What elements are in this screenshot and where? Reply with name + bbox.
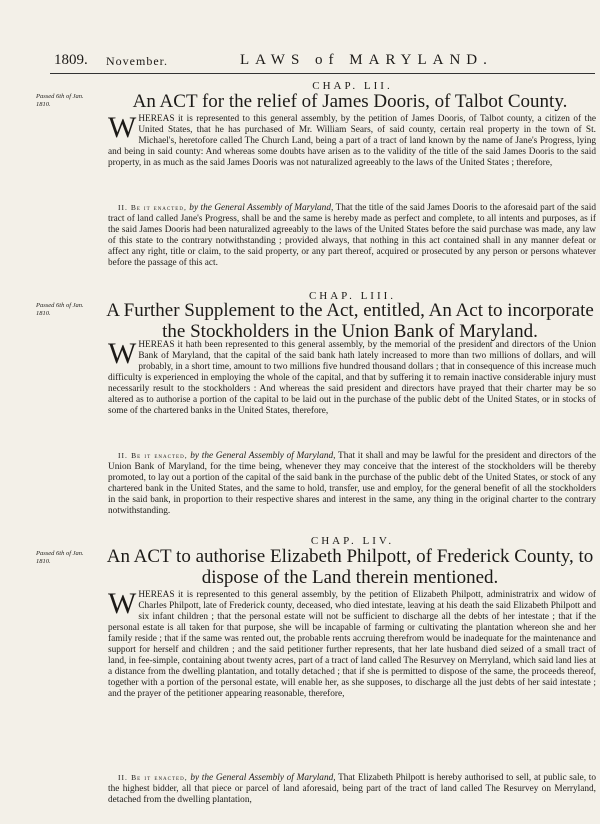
enacting-clause: II. Be it enacted, bbox=[118, 773, 188, 782]
chapter-53-section-2 bbox=[108, 450, 596, 517]
chapter-54-section-2-text: That Elizabeth Philpott is hereby authorised to sell, at public sale, to the highest bidder, all that piece or parcel of land aforesaid, being part of the tract of land called The Resurvey on Merryland, detached from the dwelling plantation, bbox=[108, 773, 596, 805]
chapter-54-section-2 bbox=[108, 772, 596, 806]
page-header bbox=[50, 52, 580, 72]
chapter-52-preamble bbox=[108, 111, 596, 169]
header-rule bbox=[50, 73, 595, 74]
chapter-53-preamble bbox=[108, 337, 596, 417]
chapter-53-section-2-text: That it shall and may be lawful for the president and directors of the Union Bank of Maryland, for the time being, whenever they may conceive that the interest of the stockholders will be thereby promoted, to lay out a portion of the capital of the said bank in the purchase of the public debt of the United States, or stock of any chartered bank in the United States, and the same to hold, transfer, use and employ, for the general benefit of all the stockholders in the said bank, in proportion to their respective shares and interest in the same, any thing in the original charter to the contrary notwithstanding. bbox=[108, 451, 597, 516]
chapter-53-margin-note: Passed 6th of Jan. 1810. bbox=[36, 302, 84, 317]
enacting-authority: by the General Assembly of Maryland, bbox=[190, 773, 336, 783]
chapter-52-section-2 bbox=[108, 202, 596, 269]
header-year: 1809. bbox=[54, 52, 88, 68]
chapter-52-preamble-text: HEREAS it is represented to this general assembly, by the petition of James Dooris, of Talbot county, a citizen of the United States, that he has purchased of Mr. William Sears, of said county, certain real property in the town of St. Michael's, heretofore called The Church Land, being a part of a tract of land known by the name of Jane's Progress, lying and being in said county: And whereas some doubts have arisen as to the validity of the title of the said James Dooris to the said property, in as much as the said James Dooris was not naturalized agreeably to the laws of the United States ; therefore, bbox=[108, 114, 596, 168]
chapter-54-margin-note: Passed 6th of Jan. 1810. bbox=[36, 550, 84, 565]
enacting-clause: II. Be it enacted, bbox=[118, 451, 188, 460]
header-month: November. bbox=[106, 54, 168, 68]
enacting-clause: II. Be it enacted, bbox=[118, 203, 187, 212]
chapter-53-title: A Further Supplement to the Act, entitled, An Act to incorporate the Stockholders in the Union Bank of Maryland. bbox=[106, 300, 594, 342]
chapter-52-title: An ACT for the relief of James Dooris, of Talbot County. bbox=[132, 91, 568, 112]
drop-cap: W bbox=[108, 111, 137, 144]
enacting-authority: by the General Assembly of Maryland, bbox=[190, 451, 336, 461]
chapter-54-title: An ACT to authorise Elizabeth Philpott, of Frederick County, to dispose of the Land therein mentioned. bbox=[106, 546, 594, 588]
chapter-52-label: CHAP. LII. bbox=[312, 80, 393, 92]
chapter-54-preamble-text: HEREAS it is represented to this general assembly, by the petition of Elizabeth Philpott, administratrix and widow of Charles Philpott, late of Frederick county, deceased, who died intestate, leaving at his death the said Elizabeth Philpott and six infant children ; that the personal estate will not be sufficient to discharge all the debts of her intestate ; that if the personal estate is all taken for that purpose, she will be incapable of farming or cultivating the plantation whereon she and her family reside ; that if the same was rented out, the probable rents accruing therefrom would be inadequate for the maintenance and support for herself and children ; and the said petitioner further represents, that her late husband died seized of a small tract of land, in fee-simple, containing about twenty acres, part of a tract of land called The Resurvey on Merryland, which said land lies at a distance from the dwelling plantation, and totally detached ; that if she is permitted to dispose of the same, the proceeds thereof, together with a portion of the personal estate, will enable her, as she supposes, to discharge all the just debts of her said intestate ; and the prayer of the petitioner appearing reasonable, therefore, bbox=[108, 590, 596, 699]
running-title: LAWS of MARYLAND. bbox=[240, 52, 493, 68]
enacting-authority: by the General Assembly of Maryland, bbox=[189, 203, 334, 213]
drop-cap: W bbox=[108, 587, 137, 620]
chapter-53-preamble-text: HEREAS it hath been represented to this general assembly, by the memorial of the president and directors of the Union Bank of Maryland, that the capital of the said bank hath lately increased to more than two millions of dollars, and will probably, in a short time, amount to two millions five hundred thousand dollars ; that in consequence of this increase much difficulty is experienced in employing the whole of the capital, and that by suffering it to remain inactive considerable injury must necessarily result to the stockholders : And whereas the said president and directors have prayed that their charter may be so altered as to authorise a portion of the capital to be laid out in the purchase of the public debt of the United States, or in stocks of some of the chartered banks in the United States, therefore, bbox=[108, 340, 596, 416]
chapter-53-label: CHAP. LIII. bbox=[308, 290, 397, 302]
drop-cap: W bbox=[108, 337, 137, 370]
chapter-54-label: CHAP. LIV. bbox=[310, 535, 395, 547]
chapter-52-section-2-text: That the title of the said James Dooris to the aforesaid part of the said tract of land called Jane's Progress, shall be and the same is hereby made as perfect and complete, to all intents and purposes, as if the said James Dooris had been naturalized agreeably to the laws of the United States before the said purchase was made, any law of this state to the contrary notwithstanding ; provided always, that nothing in this act contained shall in any manner defeat or affect any right, title or claim, to the said property, or any part thereof, acquired or prosecuted by any person or persons whatever before the passage of this act. bbox=[108, 203, 596, 268]
chapter-52-margin-note: Passed 6th of Jan. 1810. bbox=[36, 93, 84, 108]
chapter-54-preamble bbox=[108, 587, 596, 700]
